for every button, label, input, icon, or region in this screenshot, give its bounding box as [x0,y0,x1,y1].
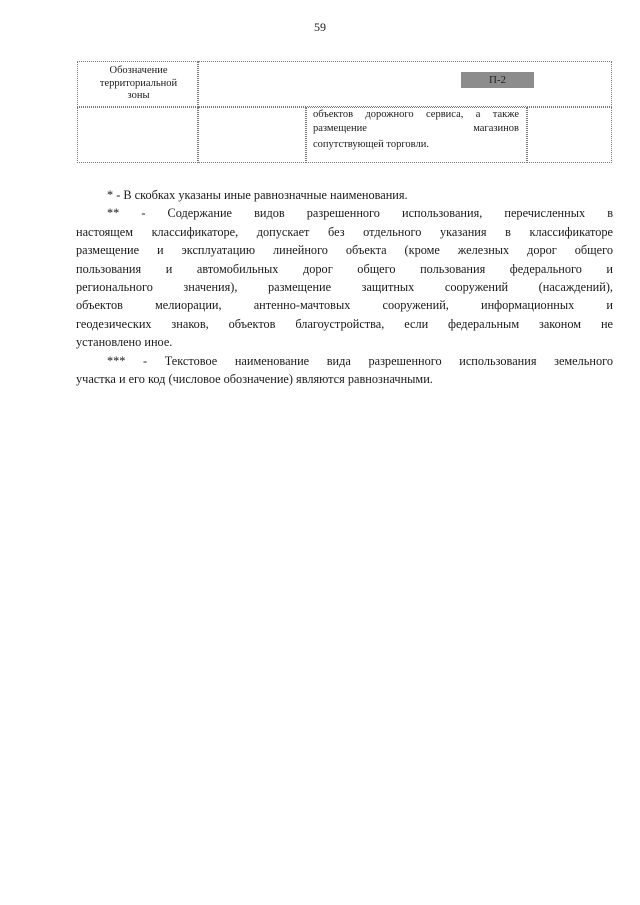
zone-label-cell [77,61,198,107]
use-description-cell [306,107,527,163]
footnote-double-asterisk [76,204,613,351]
footnote-line: геодезических знаков, объектов благоустройства, если федеральным законом не [76,316,613,331]
footnote-line: размещение и эксплуатацию линейного объекта (кроме железных дорог общего [76,243,613,258]
footnote-line: *** - Текстовое наименование вида разрешенного использования земельного [107,353,613,368]
footnote-triple-asterisk [76,352,613,389]
zone-label-text [78,65,199,103]
footnote-line: пользования и автомобильных дорог общего пользования федерального и [76,261,613,276]
zone-label-line: территориальной [99,77,178,89]
table-cell-empty [198,107,306,163]
footnote-line: объектов мелиорации, антенно-мачтовых сооружений, информационных и [76,298,613,313]
footnote-line: * - В скобках указаны иные равнозначные наименования. [107,188,408,202]
zone-label-line: Обозначение [109,65,168,76]
footnotes [76,186,613,388]
use-description-line: размещение магазинов [313,123,519,134]
footnote-line: настоящем классификаторе, допускает без отдельного указания в классификаторе [76,224,613,239]
table-cell-empty [527,107,612,163]
use-description-line: сопутствующей торговли. [313,139,429,150]
footnote-single-asterisk [76,186,613,204]
table-cell-empty [77,107,198,163]
footnote-line: регионального значения), размещение защитных сооружений (насаждений), [76,279,613,294]
use-description-line: объектов дорожного сервиса, а также [313,109,519,120]
footnote-line: участка и его код (числовое обозначение) являются равнозначными. [76,371,433,386]
page-number: 59 [314,20,326,34]
footnote-line: ** - Содержание видов разрешенного использования, перечисленных в [107,206,613,221]
footnote-line: установлено иное. [76,335,173,350]
zone-code-badge: П-2 [461,72,534,88]
zone-label-line: зоны [127,90,150,101]
zone-table [77,61,612,163]
zone-code-cell [198,61,612,107]
